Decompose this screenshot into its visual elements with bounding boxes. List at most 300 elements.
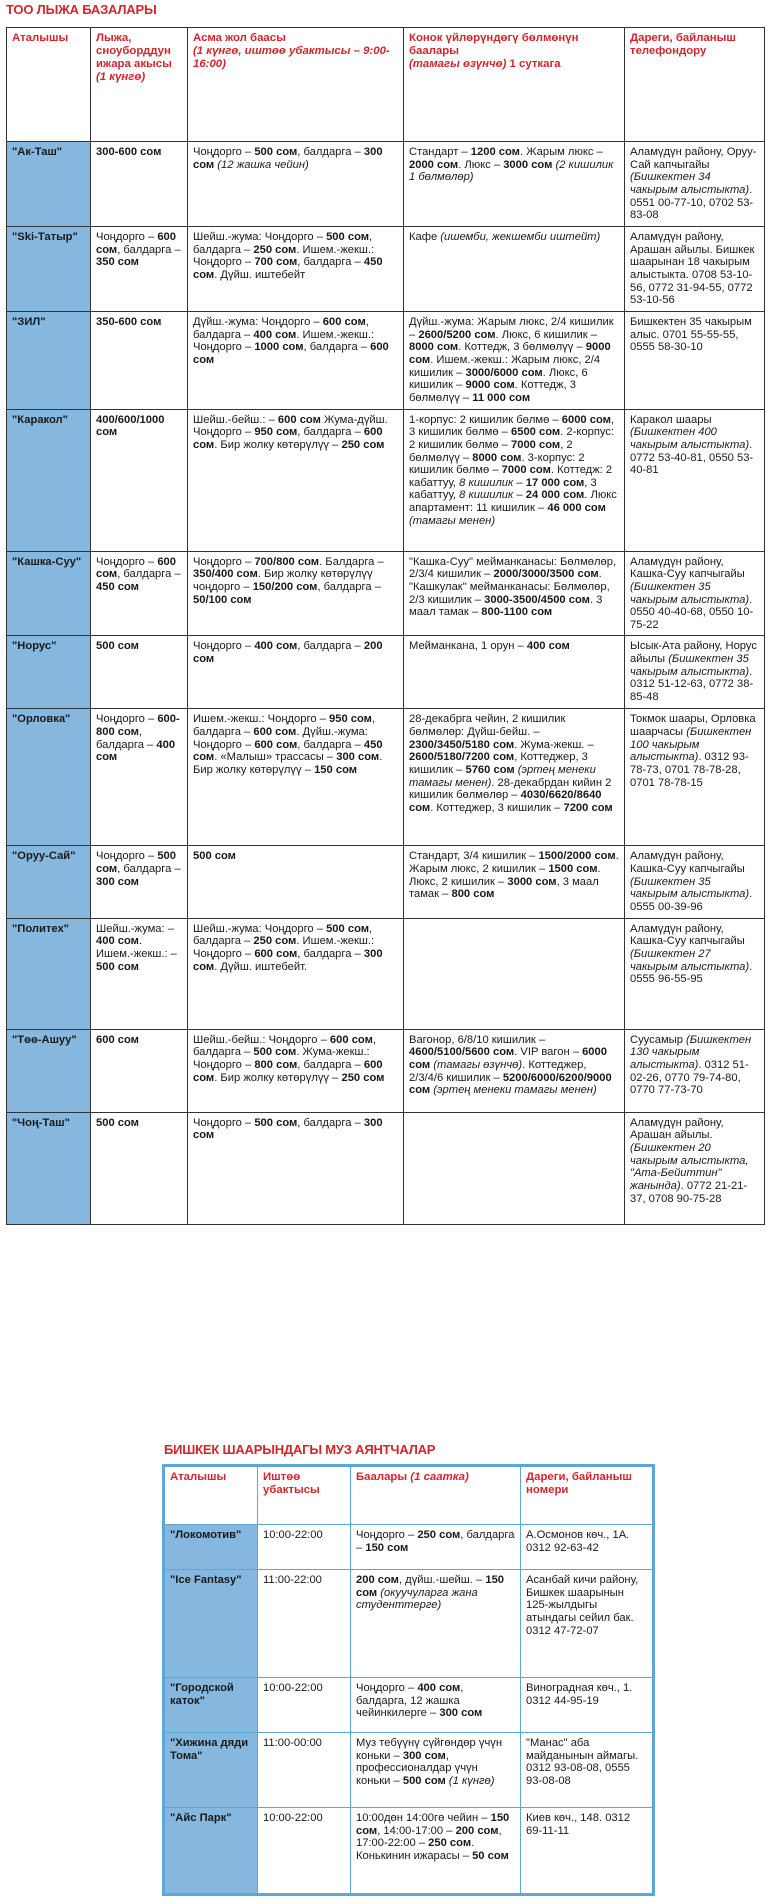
cell-text: – (513, 476, 526, 489)
cell-text: . Люкс – (458, 158, 504, 171)
price-value: 700/800 сом (254, 555, 320, 568)
price-value: 800 сом (254, 1059, 298, 1072)
cell-ski (91, 709, 188, 846)
price-value: 2600/5200 сом (418, 328, 496, 341)
cell-ski (91, 226, 188, 311)
ice-rinks-table (164, 1466, 653, 1894)
price-value: 8000 сом (472, 451, 522, 464)
note-text: (ишемби, жекшемби иштейт) (440, 230, 601, 243)
cell-text: – (513, 489, 526, 502)
header-name: Аталышы (7, 28, 91, 142)
ski-base-row (7, 311, 765, 409)
cell-text: Каракол шаары (630, 413, 712, 426)
price-value: 600 сом (277, 413, 321, 426)
price-value: 450 сом (193, 738, 383, 764)
header-contact: Дареги, байланыш телефондору (625, 28, 765, 142)
cell-contact (625, 311, 765, 409)
cell-text: . Люкс апартамент: 11 кишилик – (409, 489, 617, 515)
price-value: 3000-3500/4500 сом (484, 593, 590, 606)
note-text: (Бишкектен 100 чакырым алыстыкта) (630, 726, 752, 764)
cell-text: 28-декабрга чейин, 2 кишилик бөлмөлөр: Дүйш-бейш. – (409, 713, 566, 739)
cell-text: . Жума-жекш. – (514, 738, 594, 751)
cell-lift (188, 918, 404, 1029)
cell-text: . 3-корпус: 2 кишилик бөлмө – (409, 451, 585, 477)
ski-base-row (7, 226, 765, 311)
price-value: 500 сом (96, 1116, 139, 1129)
cell-text: "Манас" аба майданынын аймагы. 0312 93-08-08, 0555 93-08-08 (526, 1737, 639, 1787)
cell-text: , 3 маал тамак – (409, 875, 599, 901)
cell-text: Ысык-Ата району, Норус айылы (630, 640, 757, 666)
cell-lift (188, 1112, 404, 1224)
price-value: 150 сом (356, 1812, 510, 1837)
cell-text: , балдарга – (193, 230, 373, 256)
cell-text: . 0555 96-55-95 (630, 960, 753, 986)
price-value: 300 сом (193, 1116, 383, 1142)
cell-text: , балдарга – (297, 640, 364, 653)
cell-contact (625, 409, 765, 551)
price-value: 50/100 сом (193, 593, 252, 606)
price-value: 11 000 сом (472, 391, 531, 404)
price-value: 350-600 сом (96, 315, 162, 328)
price-value: 950 сом (254, 426, 298, 439)
price-value: 600 сом (96, 555, 176, 581)
cell-text: . 0772 53-40-81, 0550 53-40-81 (630, 438, 754, 477)
price-value: 400 сом (253, 328, 297, 341)
cell-text: . VIP вагон – (514, 1046, 583, 1059)
price-value: 9000 сом (465, 379, 515, 392)
ski-base-row (7, 918, 765, 1029)
cell-contact (521, 1733, 653, 1808)
cell-text: . Люкс, 6 кишилик – (495, 328, 598, 341)
cell-text: . 3 маал тамак – (409, 593, 603, 619)
price-value: 1500 сом (548, 863, 598, 876)
price-value: 5760 сом (465, 764, 515, 777)
price-value: 600 сом (96, 1033, 139, 1046)
cell-text: , 2 бөлмөлүү – (409, 438, 573, 464)
price-value: 46 000 сом (547, 502, 606, 515)
cell-text: . Дүйш. иштебейт (214, 268, 306, 281)
price-value: 250 сом (253, 935, 297, 948)
cell-ski (91, 846, 188, 918)
price-value: 500 сом (96, 640, 139, 653)
note-text: (2 кишилик 1 бөлмөлөр) (409, 158, 614, 184)
ski-base-name: "Чоң-Таш" (7, 1112, 91, 1224)
ski-base-name: "Орловка" (7, 709, 91, 846)
cell-text: , балдарга – (297, 256, 364, 269)
ice-rink-name: "Ice Fantasy" (165, 1570, 258, 1678)
cell-text: . Ишем.-жекш.: Чоңдорго – (193, 935, 375, 961)
cell-lift (188, 709, 404, 846)
price-value: 300 сом (402, 1749, 446, 1762)
cell-text: , балдарга – (193, 315, 369, 341)
cell-text: . 0312 93-78-73, 0701 78-78-28, 0701 78-78-15 (630, 751, 749, 789)
ice-rink-name: "Айс Парк" (165, 1808, 258, 1894)
cell-text: Аламүдүн району, Кашка-Суу капчыгайы (630, 850, 745, 876)
cell-text: , профессионалдар үчүн коньки – (356, 1749, 478, 1787)
price-value: 7000 сом (501, 464, 551, 477)
cell-text: Суусамыр (630, 1033, 687, 1046)
price-value: 500 сом (402, 1774, 446, 1787)
price-value: 500 сом (253, 1046, 297, 1059)
cell-text: , 14:00-17:00 – (377, 1824, 456, 1837)
cell-ski (91, 1029, 188, 1112)
cell-ski (91, 551, 188, 636)
cell-text: Аламүдүн району, Арашан айылы. Бишкек шаарынан 18 чакырым алыстыкта. 0708 53-10-56, 0772 31-94-55, 0772 53-10-56 (630, 230, 755, 307)
price-value: 600 сом (193, 1059, 383, 1084)
price-value: 500 сом (254, 146, 298, 158)
price-value: 600 сом (96, 230, 176, 256)
note-text: (Бишкектен 27 чакырым алыстыкта) (630, 948, 750, 973)
price-value: 400 сом (417, 1682, 461, 1694)
note-text: (Бишкектен 35 чакырым алыстыкта) (630, 653, 750, 678)
price-value: 300 сом (336, 751, 380, 764)
price-value: 9000 сом (409, 341, 611, 366)
cell-text: Бишкектен 35 чакырым алыс. 0701 55-55-55, 0555 58-30-10 (630, 315, 752, 354)
cell-contact (625, 1029, 765, 1112)
price-value: 5200/6000/6200/9000 сом (409, 1071, 612, 1097)
ice-rink-row (165, 1525, 653, 1570)
price-value: 150 сом (365, 1541, 409, 1554)
price-value: 250 сом (253, 243, 297, 256)
price-value: 200 сом (356, 1574, 399, 1586)
cell-hotel (404, 409, 625, 551)
cell-text: Чоңдорго – (193, 1116, 255, 1129)
cell-text: . 28-декабрдан кийин 2 кишилик бөлмөлөр – (409, 776, 612, 802)
cell-ski (91, 636, 188, 709)
cell-hotel (404, 226, 625, 311)
cell-text: Чоңдорго – (96, 555, 158, 568)
ski-base-row (7, 551, 765, 636)
cell-lift (188, 311, 404, 409)
cell-text: Дүйш.-жума: Жарым люкс, 2/4 кишилик – (409, 315, 614, 341)
cell-text: Асанбай кичи району, Бишкек шаарынын 125-жылдыгы атындагы сейил бак. 0312 47-72-07 (526, 1574, 639, 1637)
price-value: 2000/3000/3500 сом (493, 568, 599, 581)
note-text: (Бишкектен 20 чакырым алыстыкта, "Ата-Бейиттин" жанында) (630, 1142, 749, 1193)
cell-text: Шейш.-бейш.: – (193, 413, 278, 426)
cell-text: , 3 кишилик бөлмө – (409, 413, 615, 439)
cell-text: Чоңдорго – (356, 1682, 418, 1694)
cell-text: Чоңдорго – (193, 640, 255, 653)
ice-rink-row (165, 1733, 653, 1808)
cell-text: . 0550 40-40-68, 0550 10-75-22 (630, 593, 754, 631)
price-value: 250 сом (428, 1837, 472, 1850)
ski-base-row (7, 142, 765, 227)
cell-lift (188, 551, 404, 636)
cell-contact (625, 551, 765, 636)
cell-hours: 10:00-22:00 (258, 1525, 351, 1570)
cell-lift (188, 226, 404, 311)
header-ski-rental: Лыжа, сноуборддун ижара акысы (1 күнгө) (91, 28, 188, 142)
ice-rink-row (165, 1570, 653, 1678)
price-value: 350/400 сом (193, 568, 258, 581)
note-text: (1 күнгө) (445, 1774, 495, 1787)
cell-contact (625, 1112, 765, 1224)
cell-text: , балдарга – (297, 1059, 364, 1072)
price-value: 300-600 сом (96, 146, 162, 158)
ice-header-contact: Дареги, байланыш номери (521, 1467, 653, 1525)
cell-text: . Конькинин ижарасы – (356, 1837, 475, 1862)
price-value: 24 000 сом (525, 489, 585, 502)
price-value: 6000 сом (561, 413, 611, 426)
note-text: (тамагы өзүнчө) (430, 1059, 523, 1072)
cell-text: Чоңдорго – (96, 230, 158, 243)
price-value: 6500 сом (511, 426, 561, 439)
ski-base-name: "Оруу-Сай" (7, 846, 91, 918)
cell-text: , дүйш.-шейш. – (398, 1574, 486, 1586)
note-text: (эртең менеки тамагы менен) (430, 1084, 597, 1097)
cell-price (351, 1733, 521, 1808)
cell-contact (521, 1525, 653, 1570)
cell-price (351, 1678, 521, 1733)
ice-rink-name: "Локомотив" (165, 1525, 258, 1570)
price-value: 2000 сом (409, 158, 459, 171)
price-value: 800 сом (451, 888, 495, 901)
price-value: 150 сом (356, 1574, 505, 1599)
cell-price (351, 1808, 521, 1894)
ice-header-name: Аталышы (165, 1467, 258, 1525)
price-value: 500 сом (193, 850, 236, 863)
ice-rink-name: "Городской каток" (165, 1678, 258, 1733)
price-value: 600 сом (254, 738, 298, 751)
cell-text: , балдарга – (317, 580, 381, 593)
price-value: 500 сом (96, 960, 139, 973)
price-value: 300 сом (193, 146, 383, 171)
price-value: 150/200 сом (252, 580, 318, 593)
cell-hotel (404, 709, 625, 846)
ski-base-row (7, 1112, 765, 1224)
cell-text: . 2-корпус: 2 кишилик бөлмө – (409, 426, 615, 451)
cell-text: . Жума-жекш.: Чоңдорго – (193, 1046, 370, 1072)
cell-text: . Бир жолку көтөрүлүү чоңдорго – (193, 568, 373, 593)
note-text: (Бишкектен 130 чакырым алыстыкта) (630, 1033, 752, 1072)
price-value: 500 сом (326, 922, 370, 935)
price-value: 4030/6620/8640 сом (409, 789, 602, 815)
ski-base-row (7, 636, 765, 709)
cell-text: Ишем.-жекш.: Чоңдорго – (193, 713, 329, 726)
cell-text: . 0312 51-12-63, 0772 38-85-48 (630, 665, 754, 704)
cell-text: , балдарга – (297, 426, 364, 439)
cell-ski (91, 1112, 188, 1224)
cell-text: . Коттедж, 3 бөлмөлүү – (409, 379, 576, 404)
cell-text: . Бир жолку көтөрүлүү – (214, 1071, 342, 1084)
cell-text: А.Осмонов көч., 1А. 0312 92-63-42 (526, 1529, 630, 1554)
price-value: 150 сом (314, 764, 358, 777)
price-value: 400 сом (96, 738, 176, 764)
cell-text: Жума-дүйш. Чоңдорго – (193, 413, 388, 439)
price-value: 300 сом (96, 875, 139, 888)
cell-text: . «Малыш» трассасы – (214, 751, 337, 764)
price-value: 4600/5100/5600 сом (409, 1046, 515, 1059)
ski-base-row (7, 1029, 765, 1112)
cell-text: , балдарга – (297, 738, 364, 751)
cell-text: , балдарга – (297, 146, 364, 158)
note-text: (эртең менеки тамагы менен) (409, 764, 596, 789)
cell-text: Чоңдорго – (193, 146, 255, 158)
cell-text: Чоңдорго – (96, 713, 158, 726)
cell-text: , балдарга – (303, 341, 371, 354)
price-value: 250 сом (341, 438, 385, 451)
cell-contact (625, 918, 765, 1029)
price-value: 300 сом (193, 948, 383, 973)
cell-hotel (404, 551, 625, 636)
ski-base-name: "Ski-Татыр" (7, 226, 91, 311)
cell-text: , балдарга – (297, 1116, 364, 1129)
cell-text: , балдарга – (193, 1033, 376, 1059)
price-value: 700 сом (254, 256, 298, 269)
cell-text: , балдарга, 12 жашка чейинкилерге – (356, 1682, 464, 1720)
cell-text: Шейш.-жума: – (96, 922, 174, 935)
header-lift-price: Асма жол баасы (1 күнгө, иштөө убактысы – 9:00-16:00) (188, 28, 404, 142)
ski-base-row (7, 409, 765, 551)
cell-text: . Ишем.-жекш.: Чоңдорго – (193, 328, 375, 354)
price-value: 7000 сом (511, 438, 561, 451)
cell-hours: 11:00-22:00 (258, 1570, 351, 1678)
price-value: 8000 сом (409, 341, 459, 354)
cell-contact (625, 846, 765, 918)
price-value: 50 сом (472, 1849, 509, 1862)
cell-text: . Бир жолку көтөрүлүү – (193, 751, 383, 777)
cell-text: . Ишем.-жекш.: – (96, 935, 177, 961)
ice-rink-row (165, 1678, 653, 1733)
cell-text: , балдарга – (297, 948, 364, 961)
price-value: 2600/5180/7200 сом (409, 751, 515, 764)
ski-base-row (7, 709, 765, 846)
cell-text: , балдарга – (193, 922, 373, 948)
cell-ski (91, 142, 188, 227)
cell-text: Шейш.-бейш.: Чоңдорго – (193, 1033, 330, 1046)
cell-text: . 0555 00-39-96 (630, 888, 753, 914)
cell-lift (188, 846, 404, 918)
price-value: 950 сом (329, 713, 372, 726)
cell-lift (188, 1029, 404, 1112)
price-value: 400 сом (526, 640, 570, 653)
cell-text: , балдарга – (356, 1529, 515, 1554)
price-value: 500 сом (254, 1116, 298, 1129)
ice-table-header-row (165, 1467, 653, 1525)
price-value: 600 сом (193, 341, 389, 366)
note-text: (Бишкектен 35 чакырым алыстыкта) (630, 580, 750, 606)
price-value: 250 сом (341, 1071, 385, 1084)
cell-text: Стандарт, 3/4 кишилик – (409, 850, 539, 863)
cell-text: . Бир жолку көтөрүлүү – (214, 438, 342, 451)
cell-text: Чоңдорго – (356, 1529, 418, 1541)
cell-text: Кафе (409, 230, 441, 243)
cell-ski (91, 918, 188, 1029)
price-value: 3000/6000 сом (465, 366, 543, 379)
price-value: 500 сом (326, 230, 370, 243)
ski-base-name: "Кашка-Суу" (7, 551, 91, 636)
cell-price (351, 1525, 521, 1570)
note-text: (12 жашка чейин) (214, 158, 309, 171)
cell-text: Шейш.-жума: Чоңдорго – (193, 230, 327, 243)
cell-text: Вагонор, 6/8/10 кишилик – (409, 1033, 546, 1046)
cell-text: . 0551 00-77-10, 0702 53-83-08 (630, 183, 754, 222)
price-value: 450 сом (193, 256, 383, 281)
price-value: 1500/2000 сом (538, 850, 616, 863)
ski-base-row (7, 846, 765, 918)
price-value: 600-800 сом (96, 713, 180, 739)
cell-hours: 10:00-22:00 (258, 1678, 351, 1733)
ski-base-name: "Ак-Таш" (7, 142, 91, 227)
cell-ski (91, 311, 188, 409)
cell-text: , балдарга – (117, 243, 181, 256)
cell-text: . 0772 21-21-37, 0708 90-75-28 (630, 1180, 748, 1205)
cell-contact (625, 142, 765, 227)
cell-contact (521, 1570, 653, 1678)
ski-base-name: "ЗИЛ" (7, 311, 91, 409)
price-value: 300 сом (439, 1707, 483, 1720)
price-value: 400 сом (254, 640, 298, 653)
cell-hotel (404, 311, 625, 409)
cell-text: , балдарга – (193, 713, 376, 739)
cell-hotel (404, 846, 625, 918)
cell-hotel (404, 142, 625, 227)
ski-bases-title: ТОО ЛЫЖА БАЗАЛАРЫ (6, 2, 157, 17)
price-value: 600 сом (322, 315, 366, 328)
cell-text: Аламүдүн району, Арашан айылы. (630, 1116, 724, 1142)
note-text: (Бишкектен 35 чакырым алыстыкта) (630, 875, 750, 901)
cell-text: . Люкс, 2 кишилик – (409, 863, 601, 888)
note-text: 8 кишилик (459, 489, 514, 502)
cell-text: Шейш.-жума: Чоңдорго – (193, 922, 327, 935)
cell-text: Чоңдорго – (96, 850, 158, 863)
price-value: 2300/3450/5180 сом (409, 738, 515, 751)
cell-text: , 17:00-22:00 – (356, 1824, 502, 1850)
cell-text: Аламүдүн району, Кашка-Суу капчыгайы (630, 555, 745, 581)
cell-contact (625, 636, 765, 709)
price-value: 500 сом (96, 850, 176, 876)
price-value: 200 сом (455, 1824, 499, 1837)
cell-hotel (404, 1029, 625, 1112)
cell-text: Киев көч., 148. 0312 69-11-11 (526, 1812, 631, 1837)
price-value: 400/600/1000 сом (96, 413, 165, 439)
cell-text: . Балдарга – (319, 555, 384, 568)
ice-rink-name: "Хижина дяди Тома" (165, 1733, 258, 1808)
cell-hours: 11:00-00:00 (258, 1733, 351, 1808)
cell-text: . Жарым люкс, 2 кишилик – (409, 850, 619, 876)
price-value: 6000 сом (409, 1046, 607, 1072)
price-value: 350 сом (96, 256, 139, 269)
cell-text: . Дүйш. иштебейт. (214, 960, 308, 973)
cell-hotel (404, 1112, 625, 1224)
ice-rinks-title: БИШКЕК ШААРЫНДАГЫ МУЗ АЯНТЧАЛАР (164, 1442, 436, 1457)
note-text: (Бишкектен 34 чакырым алыстыкта) (630, 171, 750, 196)
cell-lift (188, 409, 404, 551)
cell-contact (521, 1678, 653, 1733)
cell-contact (625, 709, 765, 846)
ice-header-hours: Иштөө убактысы (258, 1467, 351, 1525)
cell-text: . Коттедж: 2 кабаттуу, (409, 464, 613, 489)
cell-text: , Коттеджер, 3 кишилик – (409, 751, 588, 777)
price-value: 7200 сом (563, 802, 613, 815)
cell-hotel (404, 636, 625, 709)
ski-base-name: "Каракол" (7, 409, 91, 551)
cell-text: , 3 кабаттуу, (409, 476, 597, 502)
ski-table-header-row (7, 28, 765, 142)
cell-lift (188, 142, 404, 227)
cell-text: 1-корпус: 2 кишилик бөлмө – (409, 413, 562, 426)
cell-contact (625, 226, 765, 311)
cell-text: Виноградная көч., 1. 0312 44-95-19 (526, 1682, 633, 1707)
cell-hotel (404, 918, 625, 1029)
ice-header-price: Баалары (1 саатка) (351, 1467, 521, 1525)
cell-price (351, 1570, 521, 1678)
ski-base-name: "Норус" (7, 636, 91, 709)
price-value: 200 сом (193, 640, 383, 666)
price-value: 1200 сом (470, 146, 520, 158)
cell-text: , балдарга – (96, 726, 157, 751)
cell-text: Мейманкана, 1 орун – (409, 640, 527, 653)
